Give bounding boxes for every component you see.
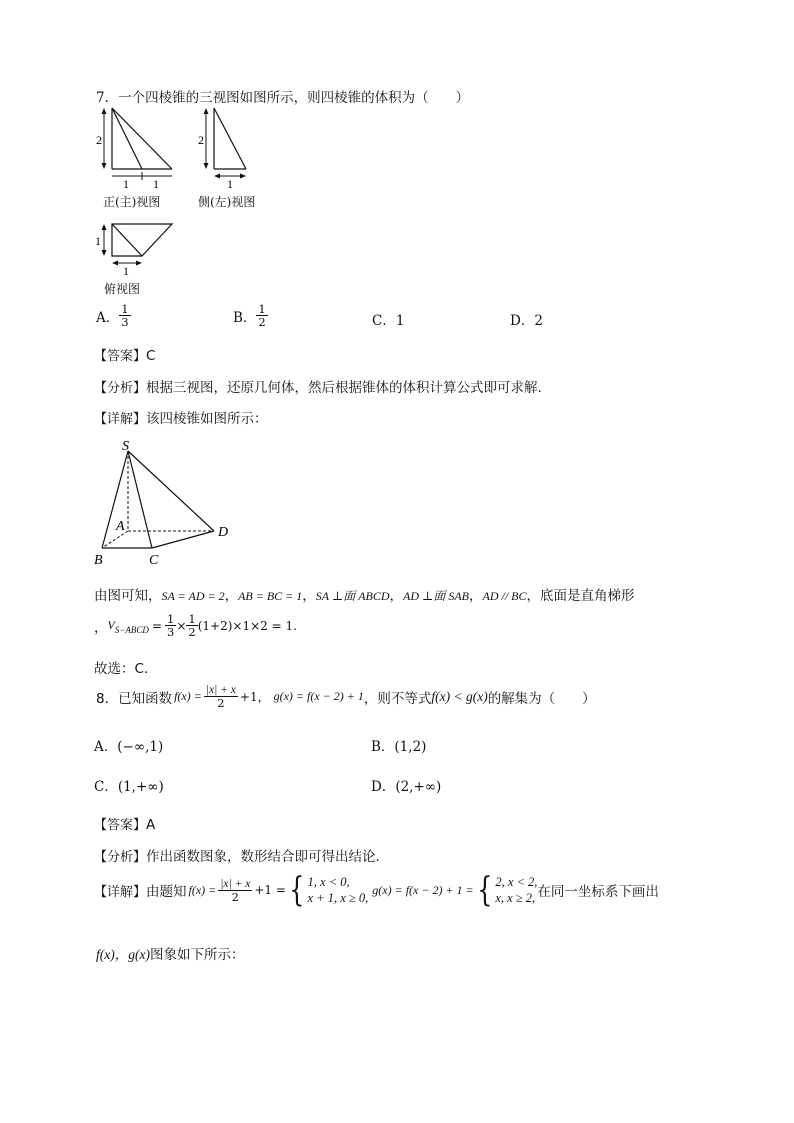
q8-detail-f-eq: +1 =	[254, 883, 286, 897]
q7-option-b-prefix: B．	[233, 309, 257, 326]
q8-inequality: f(x) < g(x)	[431, 688, 488, 704]
q8-stem-start: 8．已知函数	[96, 690, 173, 707]
q7-line1-sep2: ，	[302, 588, 316, 604]
q7-line2-frac1-den: 3	[166, 625, 175, 639]
q8-detail-f-brace: {	[289, 870, 305, 910]
front-unit-label-2: 1	[153, 177, 159, 191]
q7-analysis	[94, 376, 542, 396]
label-s: S	[122, 439, 129, 454]
q7-option-b	[233, 303, 268, 328]
front-view-figure	[96, 104, 186, 192]
q7-line1-math4: AD ⊥面 SAB	[403, 589, 469, 603]
q7-option-b-num: 1	[258, 302, 266, 316]
q7-answer-value: C	[146, 348, 156, 364]
front-unit-label-1: 1	[123, 177, 129, 191]
top-height-label: 1	[95, 234, 101, 248]
q8-detail-f-cases	[308, 874, 369, 906]
q7-detail	[94, 407, 268, 427]
q7-option-a-den: 3	[121, 315, 129, 329]
q8-f-lhs: f(x) =	[174, 689, 202, 703]
q8-last-text: 图象如下所示：	[149, 947, 245, 963]
q7-line2-rest: (1+2)×1×2 = 1.	[197, 618, 297, 633]
q7-option-a-prefix: A．	[96, 309, 120, 326]
q7-line1-math2: AB = BC = 1	[238, 589, 303, 603]
q7-option-a	[96, 303, 131, 328]
q8-detail-g-brace: {	[476, 870, 493, 910]
q7-line2-frac1	[165, 613, 176, 638]
q7-answer-tag: 【答案】	[94, 349, 147, 364]
q8-detail-g-lhs: g(x) = f(x − 2) + 1 =	[372, 882, 474, 897]
q8-stem-mid: ，则不等式	[363, 690, 432, 707]
top-view-figure	[92, 222, 182, 280]
q8-detail-f-lhs: f(x) =	[188, 882, 217, 897]
q7-line2-frac1-num: 1	[166, 612, 175, 626]
q8-detail-f-num: |x| + x	[220, 877, 251, 890]
q7-line2-sub: S−ABCD	[114, 624, 149, 635]
q7-detail-tag: 【详解】	[94, 412, 147, 427]
q7-analysis-text: 根据三视图，还原几何体，然后根据锥体的体积计算公式即可求解.	[146, 380, 542, 396]
top-unit-label: 1	[123, 264, 129, 278]
q8-detail-start: 由题知	[146, 884, 187, 900]
q7-line2-times: ×	[176, 618, 187, 633]
pyramid-figure	[90, 436, 250, 572]
label-d: D	[218, 525, 229, 540]
q7-line1-math3: SA ⊥面 ABCD	[315, 589, 390, 603]
q7-line2-v: V	[107, 618, 115, 632]
q8-analysis-tag: 【分析】	[94, 850, 147, 865]
side-view-caption: 侧(左)视图	[198, 195, 256, 209]
q7-option-a-num: 1	[121, 302, 129, 316]
q8-f-num: |x| + x	[205, 684, 236, 696]
q8-detail-f-den: 2	[231, 889, 239, 904]
q7-line2-frac2	[186, 613, 197, 638]
front-view-caption: 正(主)视图	[103, 195, 161, 209]
q7-deduction-line1	[94, 584, 634, 604]
q8-detail-g-case1: 2, x < 2,	[495, 875, 538, 889]
q7-analysis-tag: 【分析】	[94, 381, 147, 396]
q8-last-line	[96, 943, 244, 963]
q8-detail	[94, 870, 659, 910]
q8-option-a: A．(−∞,1)	[94, 739, 164, 755]
q7-line1-math5: AD // BC	[482, 589, 527, 603]
front-height-label: 2	[96, 133, 102, 147]
top-view-caption: 俯视图	[104, 282, 141, 296]
q8-detail-tag: 【详解】	[94, 884, 147, 900]
q7-answer	[94, 345, 155, 364]
q8-detail-f-fraction	[218, 878, 252, 903]
q8-option-c: C．(1,+∞)	[94, 779, 164, 795]
q8-option-b: B．(1,2)	[371, 739, 427, 755]
q8-detail-g-cases	[495, 874, 537, 906]
q8-stem-end: 的解集为（ ）	[487, 690, 596, 707]
q8-f-fraction	[204, 684, 238, 709]
q8-last-math: f(x)，g(x)	[96, 947, 150, 962]
q8-answer-value: A	[146, 817, 156, 833]
label-b: B	[94, 553, 103, 568]
q8-detail-f-case2: x + 1, x ≥ 0,	[307, 891, 369, 905]
q8-detail-end: 在同一坐标系下画出	[537, 884, 659, 900]
side-view-figure	[198, 104, 258, 192]
q7-line2-frac2-den: 2	[188, 625, 196, 639]
q8-answer-tag: 【答案】	[94, 818, 147, 833]
q8-option-d: D．(2,+∞)	[371, 779, 442, 795]
q7-detail-text: 该四棱锥如图所示：	[146, 411, 268, 427]
label-c: C	[149, 553, 159, 568]
q7-stem: 7．一个四棱锥的三视图如图所示，则四棱锥的体积为（ ）	[96, 90, 470, 106]
q7-line2-frac2-num: 1	[188, 612, 196, 626]
side-height-label: 2	[198, 133, 204, 147]
q7-option-c: C．1	[372, 313, 405, 329]
q8-f-den: 2	[217, 696, 225, 710]
q7-line1-sep4: ，	[468, 588, 483, 604]
q8-f-plus: +1，	[239, 690, 270, 704]
q7-line1-end: ，底面是直角梯形	[526, 588, 635, 604]
q7-line1-sep1: ，	[224, 588, 239, 604]
q8-analysis	[94, 845, 380, 865]
q7-line2-eq: =	[151, 618, 162, 633]
q8-detail-g-case2: x, x ≥ 2,	[495, 891, 536, 905]
label-a: A	[116, 519, 125, 534]
q7-option-a-fraction	[119, 303, 130, 328]
q8-g-def: g(x) = f(x − 2) + 1	[273, 689, 364, 703]
q7-option-d: D．2	[510, 313, 543, 329]
q7-conclusion: 故选：C.	[94, 661, 149, 677]
q8-analysis-text: 作出函数图象，数形结合即可得出结论.	[146, 849, 380, 865]
q8-detail-f-case1: 1, x < 0,	[307, 875, 350, 889]
q7-line2-prefix: ，	[94, 619, 108, 636]
q8-answer	[94, 814, 155, 833]
q7-option-b-fraction	[256, 303, 267, 328]
q7-option-b-den: 2	[258, 315, 266, 329]
side-unit-label: 1	[227, 177, 233, 191]
q7-line1-sep3: ，	[389, 588, 404, 604]
q7-line1-math1: SA = AD = 2	[161, 589, 225, 603]
q7-deduction-line2	[94, 613, 297, 638]
q8-stem	[96, 684, 596, 709]
q7-line1-start: 由图可知，	[94, 588, 162, 604]
